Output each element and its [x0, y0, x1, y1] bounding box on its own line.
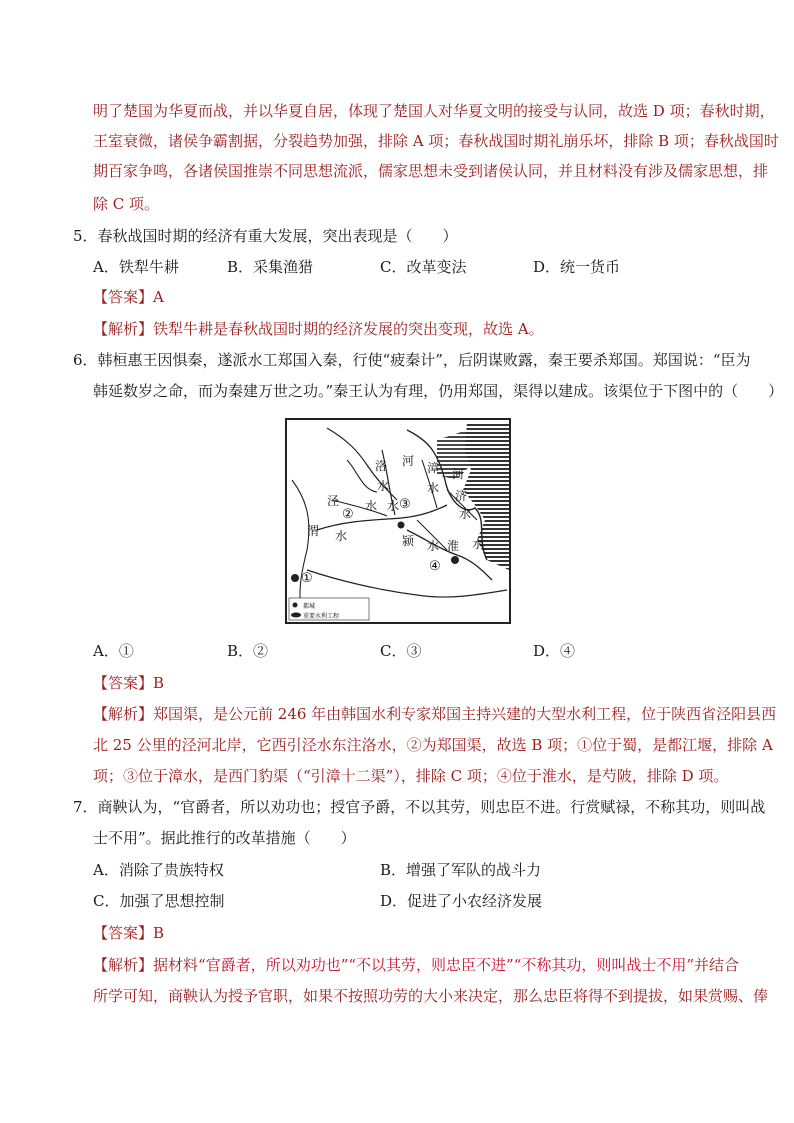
map-label-he: 河	[402, 454, 415, 468]
map-label-2: ②	[342, 507, 354, 522]
analysis-text: 铁犁牛耕是春秋战国时期的经济发展的突出变现，故选 A。	[153, 320, 544, 338]
analysis-label: 【解析】	[93, 956, 154, 974]
question-5-stem: 5．春秋战国时期的经济有重大发展，突出表现是（ ）	[73, 227, 458, 245]
capital-dot	[291, 574, 299, 582]
analysis-lead: 据材料	[153, 956, 199, 974]
map-svg	[287, 420, 509, 622]
answer-value: B	[153, 674, 165, 692]
yellow-river-loop	[347, 460, 377, 492]
q5-option-c: C．改革变法	[380, 258, 467, 276]
capital-dot	[451, 556, 459, 564]
q6-option-b: B．②	[227, 642, 269, 660]
q5-analysis	[93, 319, 544, 339]
prev-explanation-line-4: 除 C 项。	[93, 195, 160, 213]
q7-option-a: A．消除了贵族特权	[93, 861, 224, 879]
answer-label: 【答案】	[93, 924, 154, 942]
prev-explanation-line-1: 明了楚国为华夏而战，并以华夏自居，体现了楚国人对华夏文明的接受与认同，故选 D 项；春秋时期，	[93, 102, 775, 120]
legend-capital-label: 都城	[303, 603, 316, 610]
q5-option-d: D．统一货币	[533, 258, 621, 276]
jing-river	[332, 500, 387, 516]
map-label-jing: 泾	[327, 494, 340, 508]
analysis-text: 郑国渠，是公元前 246 年由韩国水利专家郑国主持兴建的大型水利工程，位于陕西省泾阳县西	[153, 705, 777, 723]
legend-water-project-mark	[291, 613, 301, 618]
map-label-shui-1: 水	[377, 479, 390, 493]
question-6-stem-line-2: 韩延数岁之命，而为秦建万世之功。”秦王认为有理，仍用郑国，渠得以建成。该渠位于下图中的（ ）	[93, 382, 784, 400]
prev-explanation-line-2: 王室衰微，诸侯争霸割据，分裂趋势加强，排除 A 项；春秋战国时期礼崩乐坏，排除 B 项；春秋战国时	[93, 132, 779, 150]
q7-option-c: C．加强了思想控制	[93, 892, 225, 910]
prev-explanation-line-3: 期百家争鸣，各诸侯国推崇不同思想流派，儒家思想未受到诸侯认同，并且材料没有涉及儒家思想，排	[93, 162, 769, 180]
q6-answer	[93, 673, 164, 693]
q6-analysis-line-2: 北 25 公里的泾河北岸，它西引泾水东注洛水，②为郑国渠，故选 B 项；①位于蜀，是都江堰，排除 A	[93, 736, 773, 754]
q5-answer	[93, 287, 164, 307]
q5-option-a: A．铁犁牛耕	[93, 258, 179, 276]
q7-analysis-line-1	[93, 955, 739, 975]
q7-analysis-line-2: 所学可知，商鞅认为授予官职，如果不按照功劳的大小来决定，那么忠臣将得不到提拔，如果赏赐、俸	[93, 987, 769, 1005]
analysis-label: 【解析】	[93, 320, 154, 338]
answer-value: A	[153, 288, 164, 306]
map-label-shui-3: 水	[427, 481, 440, 495]
answer-label: 【答案】	[93, 288, 154, 306]
map-label-shui-7: 水	[427, 539, 440, 553]
q6-option-d: D．④	[533, 642, 576, 660]
analysis-tail: 并结合	[694, 956, 740, 974]
map-label-shui-5: 水	[459, 507, 472, 521]
map-label-wei: 渭	[307, 524, 320, 538]
question-7-stem-line-2: 士不用”。据此推行的改革措施（ ）	[93, 829, 356, 847]
map-label-zhang: 漳	[427, 461, 440, 475]
q6-option-a: A．①	[93, 642, 134, 660]
analysis-label: 【解析】	[93, 705, 154, 723]
legend-water-project-label: 重要水利工程	[303, 613, 340, 620]
map-label-4: ④	[429, 559, 441, 574]
map-label-3: ③	[399, 497, 411, 512]
map-label-ying: 颍	[402, 534, 415, 548]
legend-capital-dot	[293, 603, 298, 608]
map-label-shui-4: 水	[387, 499, 400, 513]
wei-river	[317, 505, 447, 530]
analysis-quotes: “官爵者，所以劝功也”“不以其劳，则忠臣不进”“不称其功，则叫战士不用”	[198, 956, 695, 974]
q6-analysis-line-1	[93, 704, 776, 724]
map-label-he2: 河	[452, 467, 465, 481]
q6-option-c: C．③	[380, 642, 422, 660]
yangtze-river	[307, 570, 507, 597]
map-label-ji: 济	[455, 489, 468, 503]
map-label-luo: 洛	[375, 459, 388, 473]
q7-answer	[93, 923, 164, 943]
q7-option-b: B．增强了军队的战斗力	[380, 861, 542, 879]
answer-label: 【答案】	[93, 674, 154, 692]
capital-dot	[398, 522, 405, 529]
q6-analysis-line-3: 项；③位于漳水，是西门豹渠（“引漳十二渠”），排除 C 项；④位于淮水，是芍陂，排除 D 项。	[93, 767, 729, 785]
q5-option-b: B．采集渔猎	[227, 258, 314, 276]
map-label-shui-8: 水	[472, 537, 485, 551]
question-7-stem-line-1: 7．商鞅认为，“官爵者，所以劝功也；授官予爵，不以其劳，则忠臣不进。行赏赋禄，不称其功，则叫战	[73, 798, 766, 816]
question-6-stem-line-1: 6．韩桓惠王因惧秦，遂派水工郑国入秦，行使“疲秦计”，后阴谋败露，秦王要杀郑国。郑国说：“臣为	[73, 351, 751, 369]
map-label-huai: 淮	[447, 539, 460, 553]
map-label-shui-2: 水	[365, 499, 378, 513]
map-label-1: ①	[301, 571, 313, 586]
answer-value: B	[153, 924, 165, 942]
ancient-china-water-projects-map	[285, 418, 511, 624]
map-label-shui-6: 水	[335, 529, 348, 543]
q7-option-d: D．促进了小农经济发展	[380, 892, 543, 910]
